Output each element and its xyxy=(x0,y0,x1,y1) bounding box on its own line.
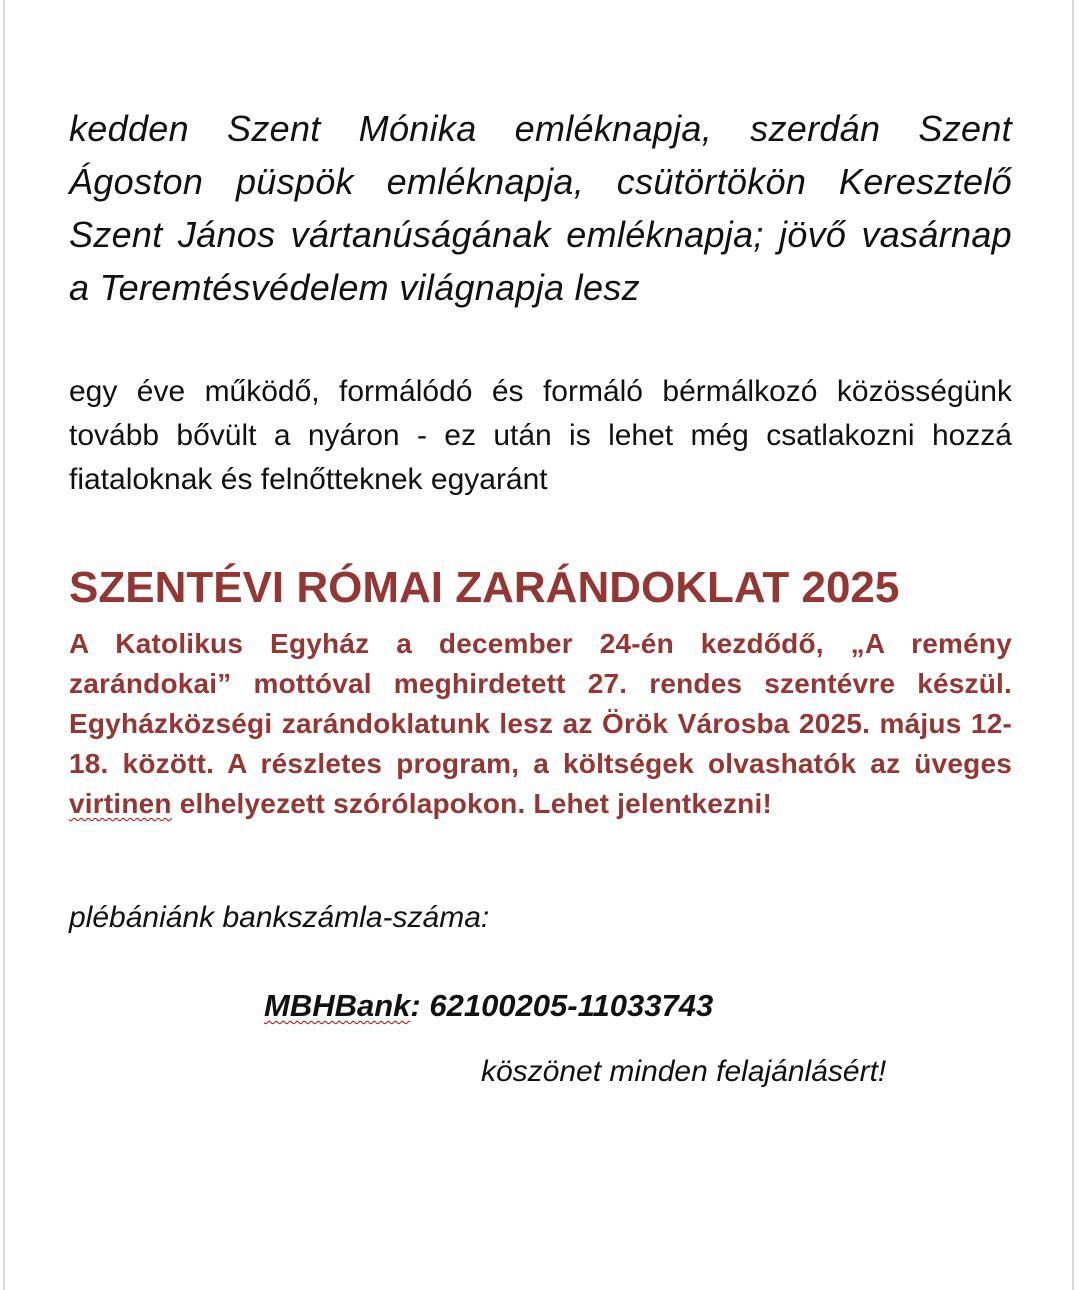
page-right-edge xyxy=(1072,0,1074,1290)
page-left-edge xyxy=(3,0,5,1290)
pilgrimage-text-after: elhelyezett szórólapokon. Lehet jelentkezni! xyxy=(171,788,772,819)
bank-name: MBHBank xyxy=(264,988,411,1023)
bank-account-number: : 62100205-11033743 xyxy=(410,988,714,1023)
pilgrimage-paragraph xyxy=(69,624,1012,824)
pilgrimage-text-before: A Katolikus Egyház a december 24-én kezdődő, „A remény zarándokai” mottóval meghirdetett 27. rendes szentévre készül. Egyházközségi zarándoklatunk lesz az Örök Városba 2025. május 12-18. között. A részletes program, a költségek olvashatók az üveges xyxy=(69,628,1012,779)
confirmation-community-paragraph: egy éve működő, formálódó és formáló bérmálkozó közösségünk tovább bővült a nyáron - ez után is lehet még csatlakozni hozzá fiataloknak és felnőtteknek egyaránt xyxy=(69,375,1012,496)
bank-account-label: plébániánk bankszámla-száma: xyxy=(69,901,490,934)
document-content xyxy=(69,102,1012,1092)
thanks-line: köszönet minden felajánlásért! xyxy=(481,1055,887,1088)
pilgrimage-heading: SZENTÉVI RÓMAI ZARÁNDOKLAT 2025 xyxy=(69,563,900,612)
bank-account-line xyxy=(264,986,1012,1026)
feast-days-paragraph: kedden Szent Mónika emléknapja, szerdán Szent Ágoston püspök emléknapja, csütörtökön Keresztelő Szent János vártanúságának emléknapja; jövő vasárnap a Teremtésvédelem világnapja lesz xyxy=(69,108,1012,308)
spellcheck-word-virtinen: virtinen xyxy=(69,788,172,819)
